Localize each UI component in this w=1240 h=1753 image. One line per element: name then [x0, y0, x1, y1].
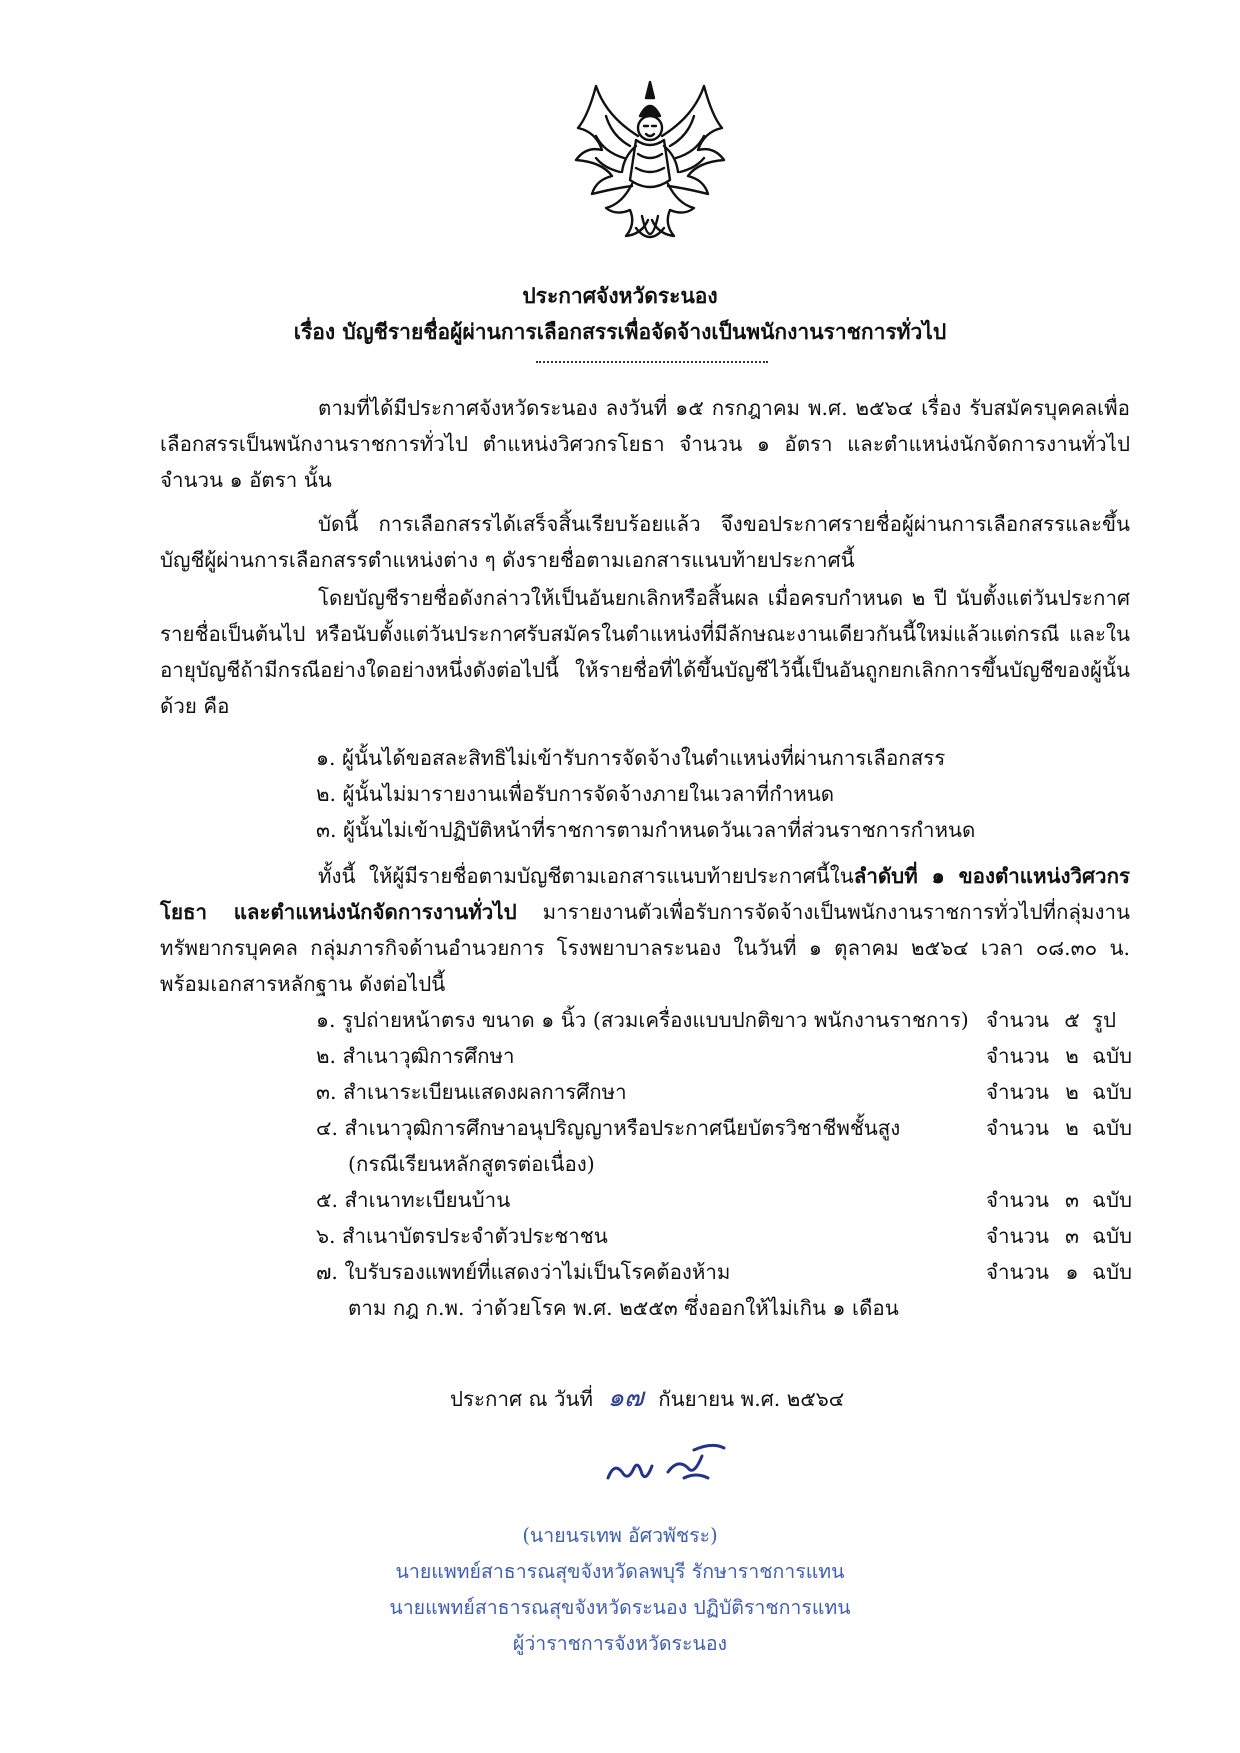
document-item: ๕. สำเนาทะเบียนบ้าน จำนวน ๓ ฉบับ	[316, 1188, 1132, 1212]
document-item: ๔. สำเนาวุฒิการศึกษาอนุปริญญาหรือประกาศนียบัตรวิชาชีพชั้นสูง จำนวน ๒ ฉบับ	[316, 1116, 1132, 1140]
handwritten-day: ๑๗	[607, 1383, 644, 1413]
signatory-title: นายแพทย์สาธารณสุขจังหวัดลพบุรี รักษาราชการแทน	[395, 1560, 845, 1583]
highlighted-positions: ลำดับที่ ๑ ของตำแหน่งวิศวกรโยธา และตำแหน่งนักจัดการงานทั่วไป	[160, 864, 1130, 924]
condition-item: ๒. ผู้นั้นไม่มารายงานเพื่อรับการจัดจ้างภายในเวลาที่กำหนด	[316, 782, 835, 806]
signatory-block	[0, 1518, 1240, 1662]
paragraph-validity: โดยบัญชีรายชื่อดังกล่าวให้เป็นอันยกเลิกหรือสิ้นผล เมื่อครบกำหนด ๒ ปี นับตั้งแต่วันประกาศรายชื่อเป็นต้นไป หรือนับตั้งแต่วันประกาศรับสมัครในตำแหน่งที่มีลักษณะงานเดียวกันนี้ใหม่แล้วแต่กรณี และในอายุบัญชีถ้ามีกรณีอย่างใดอย่างหนึ่งดังต่อไปนี้ ให้รายชื่อที่ได้ขึ้นบัญชีไว้นี้เป็นอันถูกยกเลิกการขึ้นบัญชีของผู้นั้นด้วย คือ	[160, 586, 1130, 718]
paragraph-reporting: ทั้งนี้ ให้ผู้มีรายชื่อตามบัญชีตามเอกสารแนบท้ายประกาศนี้ในลำดับที่ ๑ ของตำแหน่งวิศวกรโยธา และตำแหน่งนักจัดการงานทั่วไป มารายงานตัวเพื่อรับการจัดจ้างเป็นพนักงานราชการทั่วไปที่กลุ่มงานทรัพยากรบุคคล กลุ่มภารกิจด้านอำนวยการ โรงพยาบาลระนอง ในวันที่ ๑ ตุลาคม ๒๕๖๔ เวลา ๐๘.๓๐ น. พร้อมเอกสารหลักฐาน ดังต่อไปนี้	[160, 864, 1131, 996]
document-item-note: (กรณีเรียนหลักสูตรต่อเนื่อง)	[348, 1152, 595, 1176]
title-divider	[536, 361, 768, 363]
document-item: ๑. รูปถ่ายหน้าตรง ขนาด ๑ นิ้ว (สวมเครื่องแบบปกติขาว พนักงานราชการ) จำนวน ๕ รูป	[316, 1008, 1117, 1032]
cancellation-conditions-list	[316, 740, 975, 848]
announcement-title: ประกาศจังหวัดระนอง	[522, 283, 718, 308]
document-item-note: ตาม กฎ ก.พ. ว่าด้วยโรค พ.ศ. ๒๕๕๓ ซึ่งออกให้ไม่เกิน ๑ เดือน	[348, 1296, 899, 1320]
handwritten-signature	[598, 1438, 738, 1498]
condition-item: ๓. ผู้นั้นไม่เข้าปฏิบัติหน้าที่ราชการตามกำหนดวันเวลาที่ส่วนราชการกำหนด	[316, 818, 976, 842]
document-item: ๒. สำเนาวุฒิการศึกษา จำนวน ๒ ฉบับ	[316, 1044, 1132, 1068]
document-item: ๓. สำเนาระเบียนแสดงผลการศึกษา จำนวน ๒ ฉบับ	[316, 1080, 1132, 1104]
condition-item: ๑. ผู้นั้นได้ขอสละสิทธิไม่เข้ารับการจัดจ้างในตำแหน่งที่ผ่านการเลือกสรร	[316, 746, 946, 770]
document-item: ๗. ใบรับรองแพทย์ที่แสดงว่าไม่เป็นโรคต้องห้าม จำนวน ๑ ฉบับ	[316, 1260, 1132, 1284]
paragraph-announcement: บัดนี้ การเลือกสรรได้เสร็จสิ้นเรียบร้อยแล้ว จึงขอประกาศรายชื่อผู้ผ่านการเลือกสรรและขึ้นบัญชีผู้ผ่านการเลือกสรรตำแหน่งต่าง ๆ ดังรายชื่อตามเอกสารแนบท้ายประกาศนี้	[160, 512, 1130, 572]
signatory-title: นายแพทย์สาธารณสุขจังหวัดระนอง ปฏิบัติราชการแทน	[389, 1596, 851, 1619]
signatory-name: (นายนรเทพ อัศวพัชระ)	[522, 1524, 718, 1547]
garuda-emblem-icon	[566, 76, 734, 256]
document-item: ๖. สำเนาบัตรประจำตัวประชาชน จำนวน ๓ ฉบับ	[316, 1224, 1132, 1248]
paragraph-background: ตามที่ได้มีประกาศจังหวัดระนอง ลงวันที่ ๑๕ กรกฎาคม พ.ศ. ๒๕๖๔ เรื่อง รับสมัครบุคคลเพื่อเลือกสรรเป็นพนักงานราชการทั่วไป ตำแหน่งวิศวกรโยธา จำนวน ๑ อัตรา และตำแหน่งนักจัดการงานทั่วไป จำนวน ๑ อัตรา นั้น	[160, 396, 1130, 492]
signatory-title: ผู้ว่าราชการจังหวัดระนอง	[512, 1632, 728, 1655]
announcement-subject: เรื่อง บัญชีรายชื่อผู้ผ่านการเลือกสรรเพื่อจัดจ้างเป็นพนักงานราชการทั่วไป	[293, 319, 947, 344]
required-documents-list	[316, 1002, 1136, 1326]
announcement-date: ประกาศ ณ วันที่ ๑๗ กันยายน พ.ศ. ๒๕๖๔	[450, 1383, 845, 1413]
